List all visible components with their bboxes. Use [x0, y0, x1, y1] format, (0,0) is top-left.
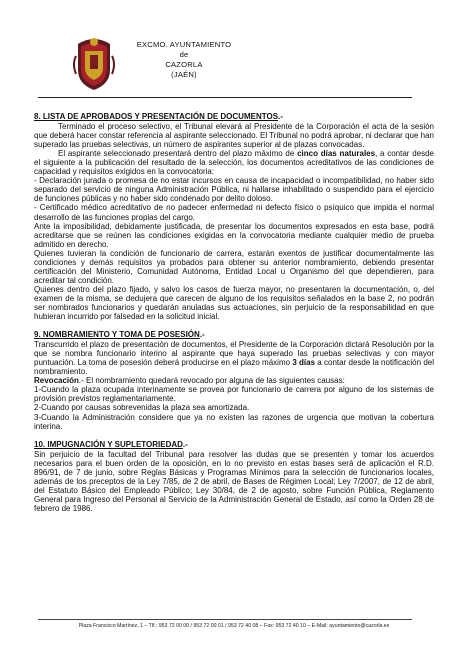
footer-divider	[38, 619, 412, 620]
section-8-paragraph-2: El aspirante seleccionado presentará dentro del plazo máximo de cinco días naturales, a contar desde el siguiente a la publicación del resultado de la selección, los documentos acreditativos de las condiciones de capacidad y requisitos exigidos en la convocatoria:	[34, 149, 435, 177]
org-line-4: (JAÉN)	[171, 70, 197, 79]
section-10-heading: 10. IMPUGNACIÓN Y SUPLETORIEDAD.-	[34, 439, 188, 449]
section-8-paragraph-6: Quienes tuvieran la condición de funcionario de carrera, estarán exentos de justificar documentalmente las condiciones y demás requisitos ya probados para obtener su anterior nombramiento, debiendo presentar certificación del Ministerio, Comunidad Autónoma, Entidad Local u Organismo del que dependieren, para acreditar tal condición.	[34, 248, 434, 285]
letterhead	[72, 34, 412, 94]
section-8-paragraph-7: Quienes dentro del plazo fijado, y salvo los casos de fuerza mayor, no presentaren la documentación, o, del examen de la misma, se dedujera que carecen de alguno de los requisitos señalados en la base 2, no podrán ser nombrados funcionarios y quedarán anuladas sus actuaciones, sin perjuicio de la responsabilidad en que hubieran incurrido por falsedad en la solicitud inicial.	[34, 284, 434, 322]
org-line-3: CAZORLA	[165, 60, 203, 69]
org-line-2: de	[179, 50, 189, 59]
section-9-paragraph-3: 1-Cuando la plaza ocupada interinamente se provea por funcionario de carrera por alguno de los sistemas de provisión previstos reglamentariamente.	[34, 385, 434, 404]
coat-of-arms-seal	[72, 34, 116, 92]
header-divider	[38, 97, 412, 98]
section-8-paragraph-4: - Certificado médico acreditativo de no padecer enfermedad ni defecto físico o psíquico que impida el normal desarrollo de las funciones propias del cargo.	[34, 203, 434, 222]
section-9-paragraph-4: 2-Cuando por causas sobrevenidas la plaza sea amortizada.	[34, 403, 250, 413]
section-8-heading: 8. LISTA DE APROBADOS Y PRESENTACIÓN DE DOCUMENTOS.-	[34, 112, 283, 121]
section-8-paragraph-1: Terminado el proceso selectivo, el Tribunal elevará al Presidente de la Corporación el acta de la sesión que deberá hacer constar referencia al aspirante seleccionado. El Tribunal no podrá aprobar, ni declarar que han superado las pruebas selectivas, un número de aspirantes superior al de plazas convocadas.	[34, 122, 434, 150]
section-9-heading: 9. NOMBRAMIENTO Y TOMA DE POSESIÓN.-	[34, 330, 205, 340]
document-body	[34, 112, 434, 513]
section-9-paragraph-1: Transcurrido el plazo de presentación de documentos, el Presidente de la Corporación dictará Resolución por la que se nombra funcionario interino al aspirante que haya superado las pruebas selectivas y con mayor puntuación. La toma de posesión deberá producirse en el plazo máximo 3 días a contar desde la notificación del nombramiento.	[34, 340, 434, 377]
organization-name	[124, 40, 244, 80]
section-9-paragraph-5: 3-Cuando la Administración considere que ya no existen las razones de urgencia que motivan la cobertura interina.	[34, 412, 434, 431]
section-9-paragraph-2: Revocación.- El nombramiento quedará revocado por alguna de las siguientes causas:	[34, 376, 345, 386]
footer-contact: Plaza Francisco Martínez, 1 – Tlf.: 953 72 00 00 / 953 72 00 01 / 953 72 40 08 – Fax: 953 72 40 10 – E-Mail: ayuntamiento@cazorla.es	[78, 623, 390, 629]
org-line-1: EXCMO. AYUNTAMIENTO	[136, 40, 232, 49]
section-8-paragraph-3: - Declaración jurada o promesa de no estar incursos en causa de incapacidad o incompatibilidad, no haber sido separado del servicio de ninguna Administración Pública, ni hallarse inhabilitado o suspendido para el ejercicio de funciones públicas y no haber sido condenado por delito doloso.	[34, 176, 434, 204]
section-10-paragraph-1: Sin perjuicio de la facultad del Tribunal para resolver las dudas que se presenten y tomar los acuerdos necesarios para el buen orden de la oposición, en lo no previsto en estas bases será de aplicación el R.D. 896/91, de 7 de junio, sobre Reglas Básicas y Programas Mínimos para la selección de funcionarios locales, además de los preceptos de la Ley 7/85, de 2 de abril, de Bases de Régimen Local; Ley 7/2007, de 12 de abril, del Estatuto Básico del Empleado Público; Ley 30/84, de 2 de agosto, sobre Función Pública, Reglamento General para Ingreso del Personal al Servicio de la Administración General de Estado, así como la Orden 28 de febrero de 1986.	[34, 449, 434, 513]
section-8-paragraph-5: Ante la imposibilidad, debidamente justificada, de presentar los documentos expresados en esta base, podrá acreditarse que se reúnen las condiciones exigidas en la convocatoria mediante cualquier medio de prueba admitido en derecho.	[34, 221, 434, 249]
